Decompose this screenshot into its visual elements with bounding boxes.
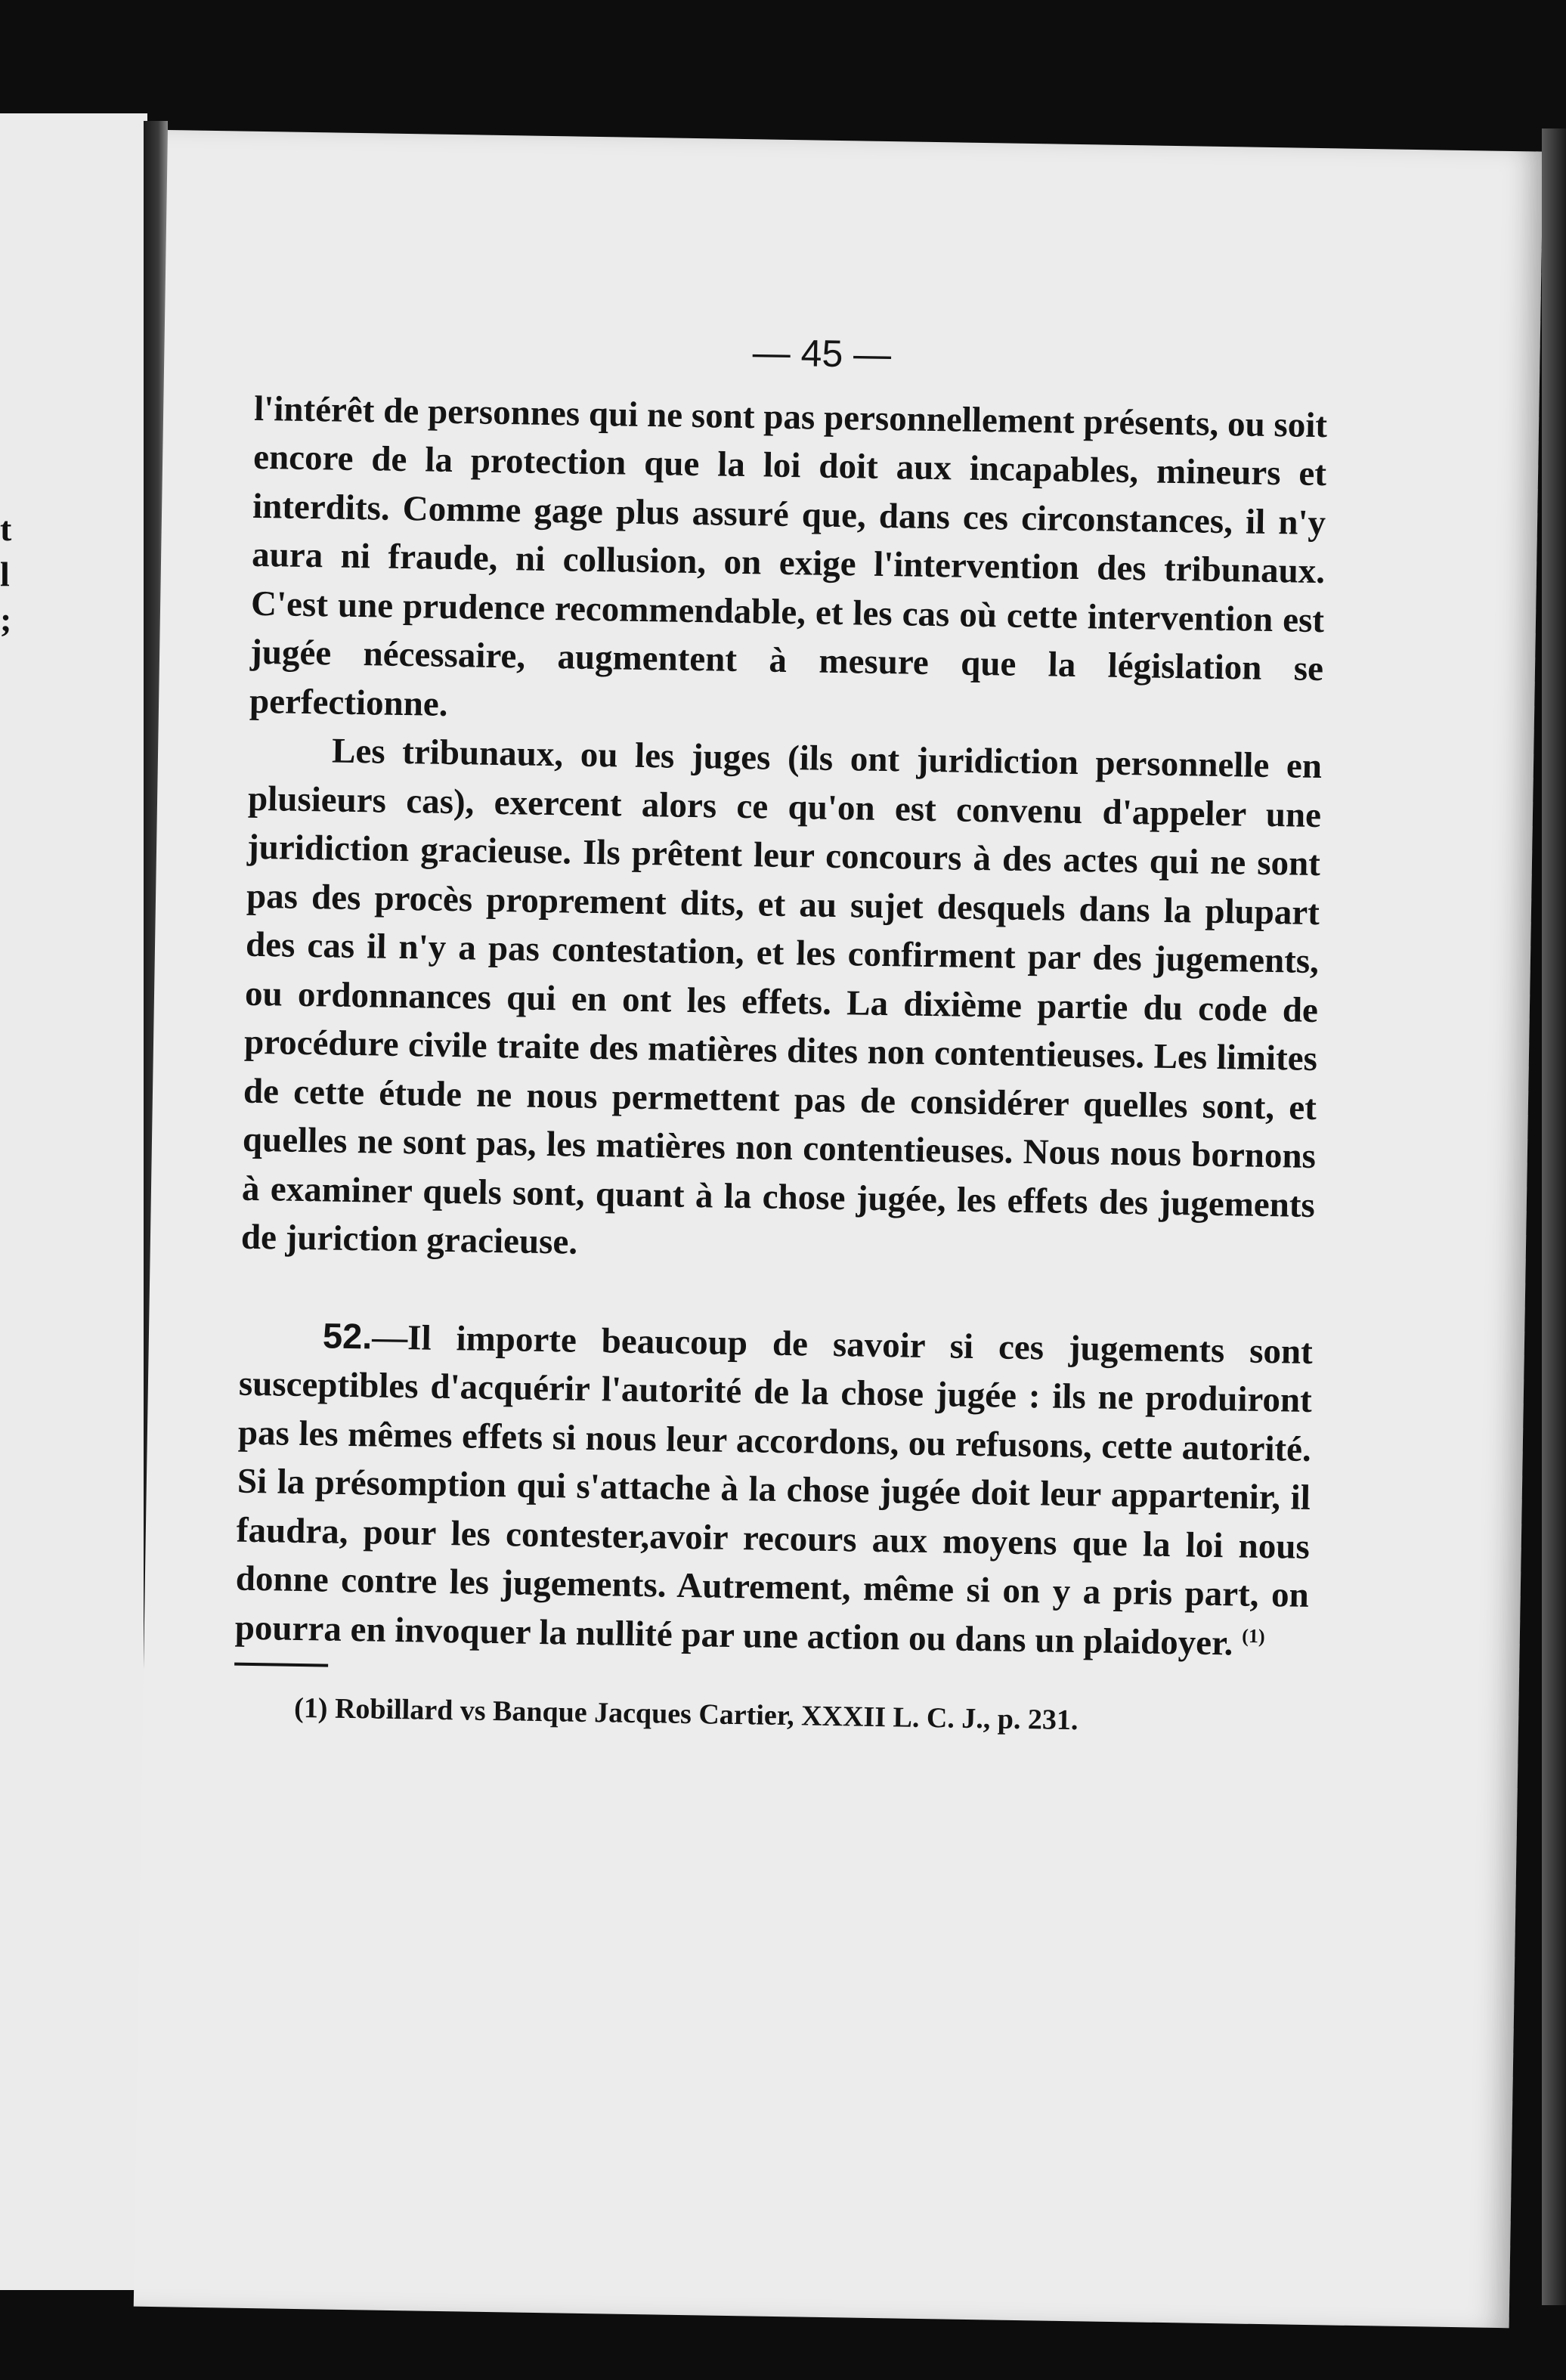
paragraph-continuation: l'intérêt de personnes qui ne sont pas personnellement présents, ou soit encore de la protection que la loi doit aux incapables, mineurs et interdits. Comme gage plus assuré que, dans ces circonstances, il n'y aura ni fraude, ni collusion, on exige l'intervention des tribunaux. C'est une prudence recommendable, et les cas où cette intervention est jugée nécessaire, augmentent à mesure que la législation se perfectionne. [249,388,1328,724]
paragraph-tribunaux: Les tribunaux, ou les juges (ils ont juridiction personnelle en plusieurs cas), exercent alors ce qu'on est convenu d'appeler une juridiction gracieuse. Ils prêtent leur concours à des actes qui ne sont pas des procès proprement dits, et au sujet desquels dans la plupart des cas il n'y a pas contestation, et les confirment par des jugements, ou ordonnances qui en ont les effets. La dixième partie du code de procédure civile traite des matières dites non contentieuses. Les limites de cette étude ne nous permettent pas de considérer quelles sont, et quelles ne sont pas, les matières non contentieuses. Nous nous bornons à examiner quels sont, quant à la chose jugée, les effets des jugements de juriction gracieuse. [240,731,1323,1262]
footnote: (1) Robillard vs Banque Jacques Cartier, XXXII L. C. J., p. 231. [293,1691,1079,1737]
footnote-divider [234,1663,328,1667]
left-edge-letter: ; [0,600,12,639]
left-edge-letter: t [0,509,12,548]
section-text: —Il importe beaucoup de savoir si ces jugements sont susceptibles d'acquérir l'autorité de la chose jugée : ils ne produiront pas les mêmes effets si nous leur accordons, ou refusons, cette autorité. Si la présomption qui s'attache à la chose jugée doit leur appartenir, il faudra, pour les contester,avoir recours aux moyens que la loi nous donne contre les jugements. Autrement, même si on y a pris part, on pourra en invoquer la nullité par une action ou dans un plaidoyer. [234,1317,1314,1663]
left-page-fragment [0,113,147,2290]
left-edge-letter: l [0,555,10,593]
right-page [134,130,1543,2328]
page-number: — 45 — [752,331,892,376]
page-body [234,320,1329,1743]
right-page-edge [1542,128,1566,2305]
section-52 [234,1310,1313,1669]
section-number: 52. [322,1314,373,1356]
footnote-reference: (1) [1242,1624,1265,1647]
left-page-edge-text [0,506,11,642]
